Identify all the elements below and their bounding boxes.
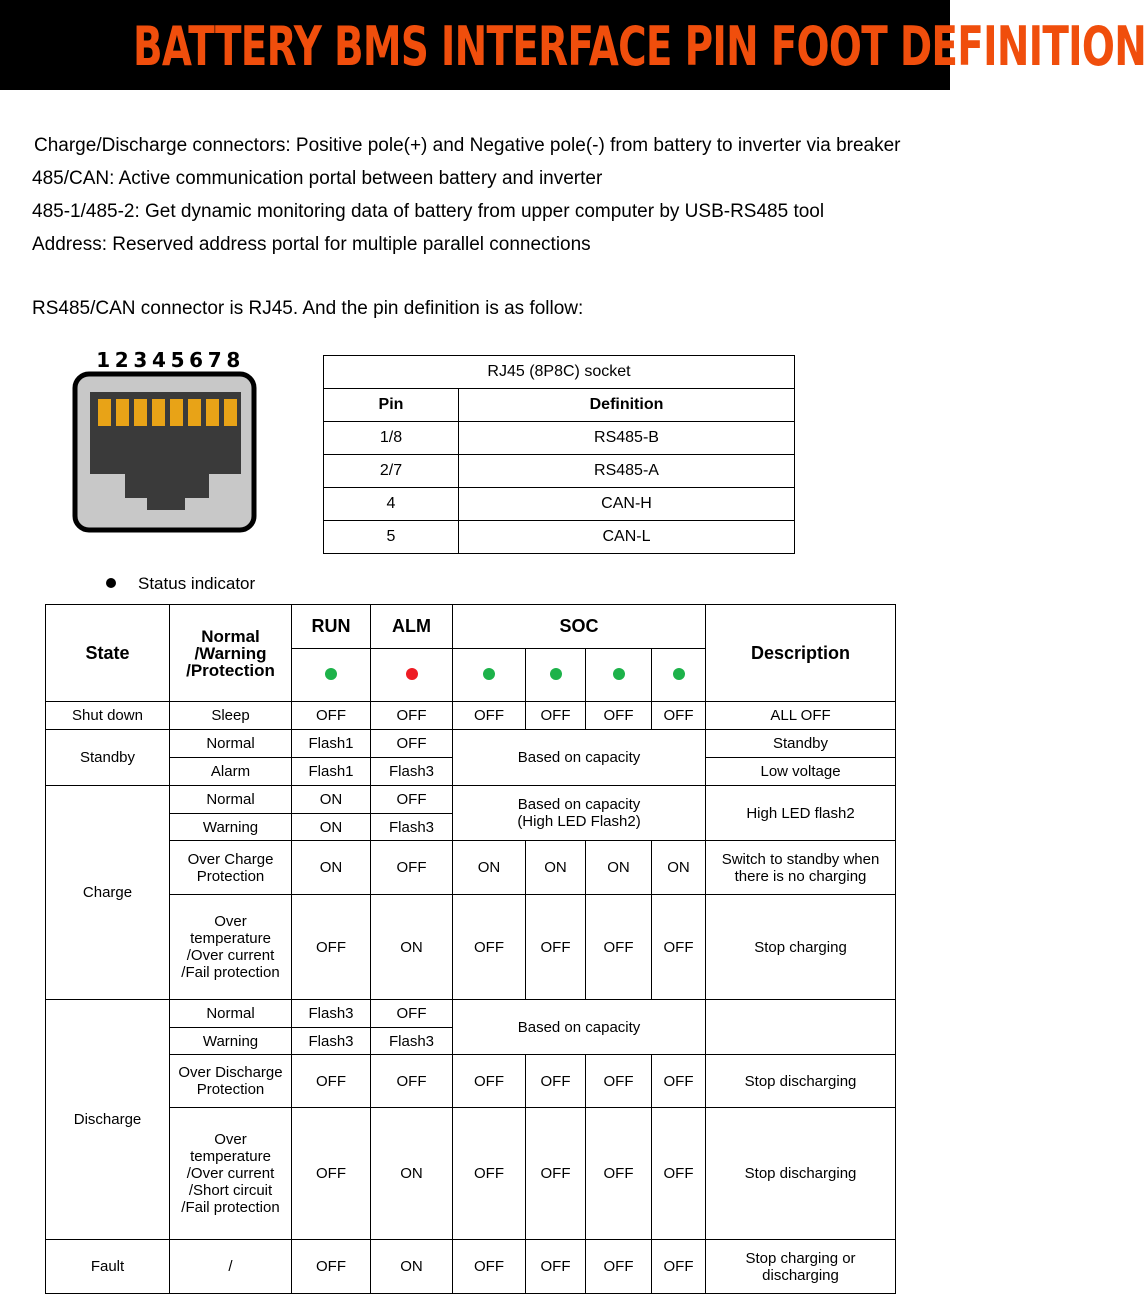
description-cell: Standby	[706, 730, 896, 758]
run-cell: Flash1	[292, 758, 371, 786]
table-row	[324, 455, 795, 488]
table-row	[46, 841, 896, 895]
soc-cell: OFF	[586, 1108, 652, 1240]
state-cell: Shut down	[46, 702, 170, 730]
definition-cell: RS485-B	[459, 422, 795, 455]
green-led-icon	[325, 668, 337, 680]
description-cell: Low voltage	[706, 758, 896, 786]
alm-cell: Flash3	[371, 1028, 453, 1055]
table-row	[46, 1108, 896, 1240]
soc-text: Based on capacity	[517, 796, 641, 813]
state-cell: Charge	[46, 786, 170, 1000]
intro-text	[32, 132, 932, 264]
soc-cell: OFF	[526, 1240, 586, 1294]
table-row	[46, 895, 896, 1000]
soc-cell: OFF	[453, 1108, 526, 1240]
mode-cell: Normal	[170, 730, 292, 758]
alm-header: ALM	[371, 605, 453, 649]
soc-cell: OFF	[453, 895, 526, 1000]
green-led-icon	[673, 668, 685, 680]
soc-cell: OFF	[453, 702, 526, 730]
status-indicator-heading	[106, 574, 255, 594]
run-led	[292, 649, 371, 702]
table-row	[46, 1240, 896, 1294]
rj45-socket-icon	[72, 371, 257, 533]
description-cell: Stop discharging	[706, 1108, 896, 1240]
soc-cell: OFF	[586, 702, 652, 730]
pin-cell: 4	[324, 488, 459, 521]
soc-cell: OFF	[526, 1055, 586, 1108]
page-title: BATTERY BMS INTERFACE PIN FOOT DEFINITION	[133, 15, 1146, 78]
run-cell: OFF	[292, 895, 371, 1000]
soc-led	[526, 649, 586, 702]
soc-led	[586, 649, 652, 702]
soc-cell: OFF	[586, 1055, 652, 1108]
alm-cell: Flash3	[371, 758, 453, 786]
mode-cell: Over temperature /Over current /Fail protection	[170, 895, 292, 1000]
mode-cell: /	[170, 1240, 292, 1294]
description-cell: High LED flash2	[706, 786, 896, 841]
status-indicator-table	[45, 604, 896, 1294]
soc-led	[453, 649, 526, 702]
table-row	[46, 702, 896, 730]
run-header: RUN	[292, 605, 371, 649]
table-row	[324, 422, 795, 455]
mode-cell: Over temperature /Over current /Short circuit /Fail protection	[170, 1108, 292, 1240]
description-cell: Stop discharging	[706, 1055, 896, 1108]
mode-cell: Over Discharge Protection	[170, 1055, 292, 1108]
pin-number: 5	[170, 348, 187, 372]
mode-header: Normal /Warning /Protection	[170, 605, 292, 702]
mode-cell: Alarm	[170, 758, 292, 786]
pin-number-labels	[96, 348, 245, 372]
state-cell: Standby	[46, 730, 170, 786]
run-cell: Flash3	[292, 1000, 371, 1028]
green-led-icon	[550, 668, 562, 680]
table-row	[324, 521, 795, 554]
status-indicator-label: Status indicator	[138, 574, 256, 593]
soc-cell: OFF	[586, 1240, 652, 1294]
pin-definition-table	[323, 355, 795, 554]
soc-cell: ON	[526, 841, 586, 895]
soc-cell: Based on capacity	[453, 1000, 706, 1055]
run-cell: Flash3	[292, 1028, 371, 1055]
green-led-icon	[613, 668, 625, 680]
state-header: State	[46, 605, 170, 702]
green-led-icon	[483, 668, 495, 680]
rj45-note: RS485/CAN connector is RJ45. And the pin definition is as follow:	[32, 298, 584, 319]
mode-cell: Warning	[170, 814, 292, 841]
alm-cell: OFF	[371, 1000, 453, 1028]
red-led-icon	[406, 668, 418, 680]
alm-cell: ON	[371, 1108, 453, 1240]
mode-cell: Normal	[170, 1000, 292, 1028]
run-cell: ON	[292, 786, 371, 814]
alm-cell: OFF	[371, 702, 453, 730]
pin-number: 1	[96, 348, 113, 372]
state-cell: Fault	[46, 1240, 170, 1294]
soc-cell	[453, 786, 706, 841]
bullet-icon	[106, 578, 116, 588]
description-cell: Stop charging or discharging	[706, 1240, 896, 1294]
table-row	[46, 1000, 896, 1028]
pin-cell: 5	[324, 521, 459, 554]
pin-header: Pin	[324, 389, 459, 422]
soc-led	[652, 649, 706, 702]
state-cell: Discharge	[46, 1000, 170, 1240]
run-cell: OFF	[292, 1108, 371, 1240]
definition-cell: CAN-H	[459, 488, 795, 521]
intro-line-address: Address: Reserved address portal for multiple parallel connections	[32, 234, 591, 255]
mode-cell: Warning	[170, 1028, 292, 1055]
description-cell: ALL OFF	[706, 702, 896, 730]
soc-cell: OFF	[453, 1240, 526, 1294]
mode-cell: Normal	[170, 786, 292, 814]
pin-number: 8	[226, 348, 243, 372]
alm-cell: OFF	[371, 841, 453, 895]
soc-cell: OFF	[453, 1055, 526, 1108]
intro-line-connectors: Charge/Discharge connectors: Positive pole(+) and Negative pole(-) from battery to inverter via breaker	[34, 135, 901, 156]
run-cell: OFF	[292, 702, 371, 730]
pin-cell: 2/7	[324, 455, 459, 488]
intro-line-485-can: 485/CAN: Active communication portal between battery and inverter	[32, 168, 603, 189]
description-cell: Switch to standby when there is no charging	[706, 841, 896, 895]
pin-number: 7	[207, 348, 224, 372]
run-cell: ON	[292, 814, 371, 841]
definition-cell: CAN-L	[459, 521, 795, 554]
run-cell: OFF	[292, 1240, 371, 1294]
alm-led	[371, 649, 453, 702]
run-cell: ON	[292, 841, 371, 895]
soc-cell: ON	[652, 841, 706, 895]
table-row	[324, 488, 795, 521]
description-header: Description	[706, 605, 896, 702]
description-cell: Stop charging	[706, 895, 896, 1000]
pin-number: 6	[189, 348, 206, 372]
alm-cell: OFF	[371, 786, 453, 814]
intro-line-485-tool: 485-1/485-2: Get dynamic monitoring data of battery from upper computer by USB-RS485 tool	[32, 201, 825, 222]
soc-cell: OFF	[526, 895, 586, 1000]
pin-number: 2	[114, 348, 131, 372]
soc-cell: OFF	[526, 702, 586, 730]
soc-cell: OFF	[652, 702, 706, 730]
soc-cell: OFF	[652, 895, 706, 1000]
pin-table-caption: RJ45 (8P8C) socket	[324, 356, 795, 389]
soc-cell: OFF	[652, 1108, 706, 1240]
soc-cell: OFF	[586, 895, 652, 1000]
soc-cell: ON	[453, 841, 526, 895]
definition-header: Definition	[459, 389, 795, 422]
table-row	[46, 786, 896, 814]
mode-cell: Sleep	[170, 702, 292, 730]
table-row	[46, 730, 896, 758]
soc-cell: OFF	[652, 1240, 706, 1294]
mode-cell: Over Charge Protection	[170, 841, 292, 895]
alm-cell: Flash3	[371, 814, 453, 841]
run-cell: Flash1	[292, 730, 371, 758]
table-row	[46, 1055, 896, 1108]
pin-number: 3	[133, 348, 150, 372]
soc-cell: ON	[586, 841, 652, 895]
soc-text: (High LED Flash2)	[517, 813, 641, 830]
run-cell: OFF	[292, 1055, 371, 1108]
alm-cell: OFF	[371, 730, 453, 758]
soc-cell: OFF	[526, 1108, 586, 1240]
alm-cell: OFF	[371, 1055, 453, 1108]
soc-header: SOC	[453, 605, 706, 649]
pin-number: 4	[151, 348, 168, 372]
soc-cell: Based on capacity	[453, 730, 706, 786]
description-cell	[706, 1000, 896, 1055]
soc-cell: OFF	[652, 1055, 706, 1108]
alm-cell: ON	[371, 895, 453, 1000]
alm-cell: ON	[371, 1240, 453, 1294]
pin-cell: 1/8	[324, 422, 459, 455]
definition-cell: RS485-A	[459, 455, 795, 488]
